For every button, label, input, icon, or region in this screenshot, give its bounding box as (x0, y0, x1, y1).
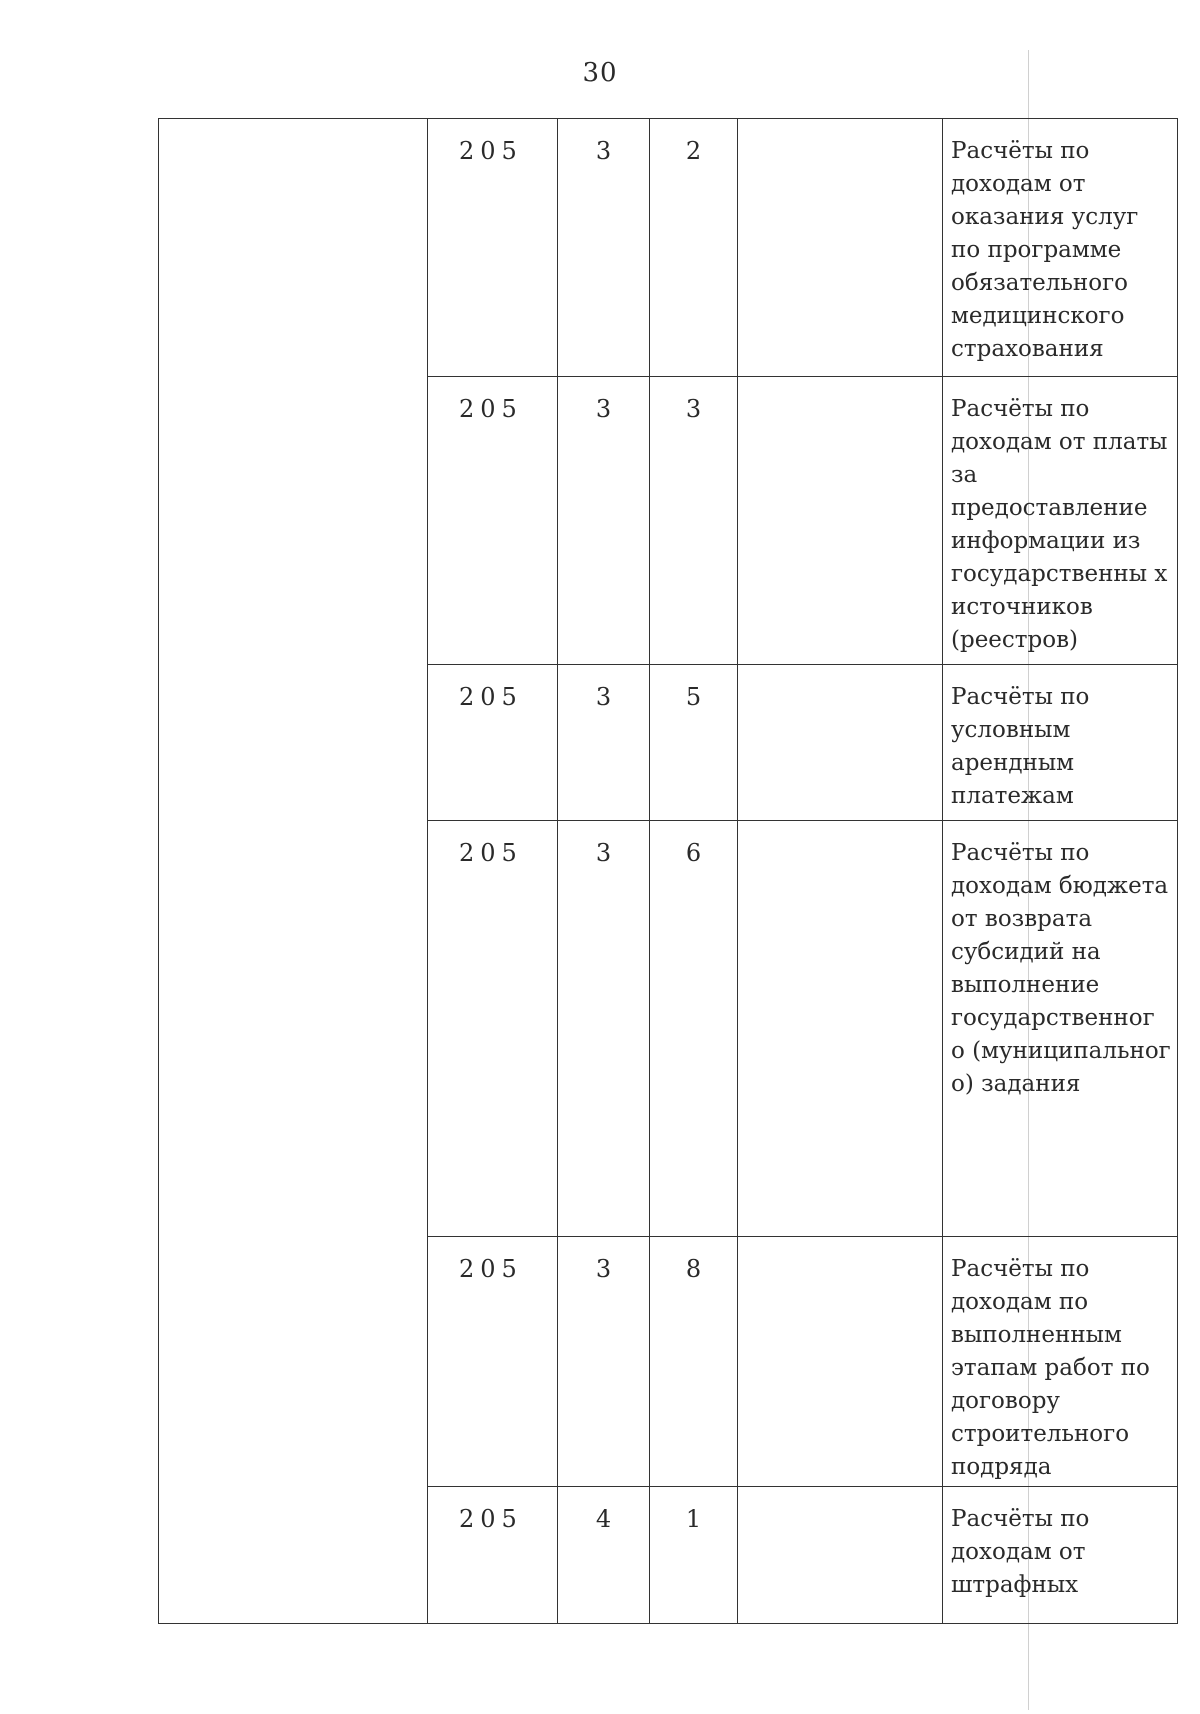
description-cell: Расчёты по доходам бюджета от возврата субсидий на выполнение государственног о (муниципальног о) задания (942, 821, 1177, 1236)
table-row (427, 1237, 1177, 1487)
empty-cell (737, 821, 942, 1236)
table-row (427, 119, 1177, 377)
accounts-table (158, 118, 1178, 1624)
table-row (427, 821, 1177, 1237)
code-cell: 205 (459, 683, 523, 711)
group-cell: 3 (557, 377, 649, 664)
table-row (427, 1487, 1177, 1623)
description-cell: Расчёты по доходам от платы за предоставление информации из государственны х источников (реестров) (942, 377, 1177, 664)
code-cell: 205 (459, 1505, 523, 1533)
code-cell: 205 (459, 1255, 523, 1283)
subgroup-cell: 5 (649, 665, 737, 820)
empty-cell (737, 665, 942, 820)
group-cell: 3 (557, 1237, 649, 1486)
empty-cell (737, 1237, 942, 1486)
description-cell: Расчёты по условным арендным платежам (942, 665, 1177, 820)
code-cell: 205 (459, 395, 523, 423)
group-cell: 3 (557, 821, 649, 1236)
group-cell: 4 (557, 1487, 649, 1623)
subgroup-cell: 3 (649, 377, 737, 664)
table-row (427, 665, 1177, 821)
code-cell: 205 (459, 839, 523, 867)
subgroup-cell: 2 (649, 119, 737, 376)
page-number: 30 (582, 58, 618, 88)
description-cell: Расчёты по доходам от оказания услуг по программе обязательного медицинского страхования (942, 119, 1177, 376)
empty-cell (737, 1487, 942, 1623)
subgroup-cell: 1 (649, 1487, 737, 1623)
subgroup-cell: 6 (649, 821, 737, 1236)
group-cell: 3 (557, 665, 649, 820)
code-cell: 205 (459, 137, 523, 165)
description-cell: Расчёты по доходам по выполненным этапам работ по договору строительного подряда (942, 1237, 1177, 1486)
empty-cell (737, 377, 942, 664)
description-cell: Расчёты по доходам от штрафных (942, 1487, 1177, 1623)
group-cell: 3 (557, 119, 649, 376)
table-row (427, 377, 1177, 665)
empty-cell (737, 119, 942, 376)
subgroup-cell: 8 (649, 1237, 737, 1486)
